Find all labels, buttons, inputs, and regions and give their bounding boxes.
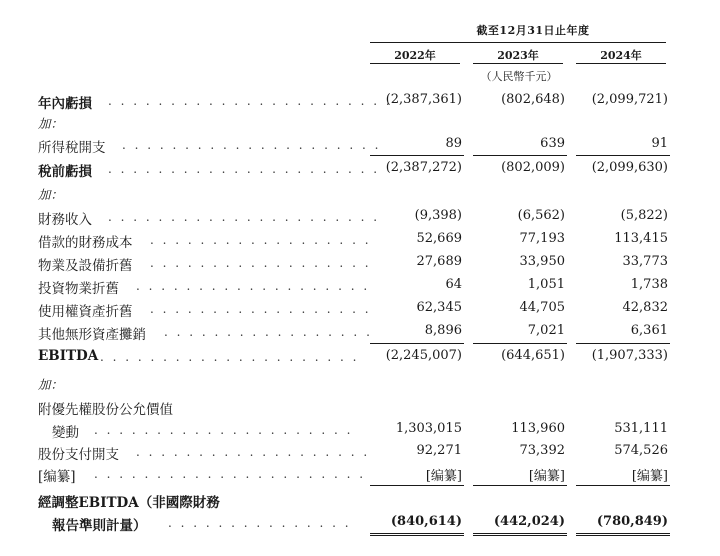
value-2024: 6,361	[630, 323, 668, 338]
leader-dots: . . . . . . . . . . . . . . . . . . .	[136, 445, 370, 459]
year-rule-2023	[473, 63, 563, 64]
value-2024: 531,111	[614, 421, 668, 436]
subtotal-rule	[370, 485, 464, 486]
value-2024: (2,099,721)	[591, 92, 668, 107]
row-label: 年內虧損	[38, 96, 92, 112]
row-label-add: 加：	[38, 377, 64, 392]
leader-dots: . . . . . . . . . . . . . . . . . . . . . . .	[108, 94, 393, 108]
value-2022: 52,669	[416, 231, 462, 246]
leader-dots: . . . . . . . . . . . . . . . . . .	[150, 256, 372, 270]
value-2022: [编纂]	[425, 469, 462, 484]
period-header: 截至12月31日止年度	[476, 24, 590, 37]
leader-dots: . . . . . . . . . . . . . . .	[168, 516, 352, 530]
subtotal-rule	[473, 485, 567, 486]
value-2024: 1,738	[630, 277, 668, 292]
total-double-rule	[370, 533, 464, 536]
row-label: [编纂]	[38, 469, 76, 485]
row-label: 股份支付開支	[38, 447, 119, 463]
value-2023: [编纂]	[528, 469, 565, 484]
value-2023: (802,648)	[501, 92, 565, 107]
year-2024: 2024年	[600, 49, 642, 62]
value-2023: 113,960	[511, 421, 565, 436]
row-label-add: 加：	[38, 187, 64, 202]
value-2022: 27,689	[416, 254, 462, 269]
leader-dots: . . . . . . . . . . . . . . . . . . . . .	[100, 350, 359, 364]
value-2024: 91	[651, 136, 668, 151]
header-rule	[370, 42, 666, 43]
leader-dots: . . . . . . . . . . . . . . . . . . . . .	[94, 423, 353, 437]
value-2023: 7,021	[527, 323, 565, 338]
row-label: 稅前虧損	[38, 164, 92, 180]
value-2024: (5,822)	[620, 208, 668, 223]
row-label-add: 加：	[38, 116, 64, 131]
row-label: 財務收入	[38, 212, 92, 228]
leader-dots: . . . . . . . . . . . . . . . . . . . . .	[122, 138, 381, 152]
row-label: 變動	[52, 425, 79, 441]
value-2023: 73,392	[519, 443, 565, 458]
leader-dots: . . . . . . . . . . . . . . . . . . .	[136, 279, 370, 293]
value-2023: 44,705	[519, 300, 565, 315]
subtotal-rule	[576, 155, 670, 156]
year-2023: 2023年	[497, 49, 539, 62]
year-2022: 2022年	[394, 49, 436, 62]
value-2022: 8,896	[424, 323, 462, 338]
value-2022: (2,245,007)	[385, 348, 462, 363]
row-label: 物業及設備折舊	[38, 258, 133, 274]
value-2022: (9,398)	[414, 208, 462, 223]
row-label: EBITDA	[38, 348, 99, 364]
value-2024: 33,773	[622, 254, 668, 269]
total-double-rule	[576, 533, 670, 536]
leader-dots: . . . . . . . . . . . . . . . . .	[164, 325, 373, 339]
total-double-rule	[473, 533, 567, 536]
value-2024: 42,832	[622, 300, 668, 315]
value-2022: (840,614)	[390, 514, 462, 529]
leader-dots: . . . . . . . . . . . . . . . . . . . . . .	[94, 467, 366, 481]
year-rule-2022	[370, 63, 460, 64]
leader-dots: . . . . . . . . . . . . . . . . . . . . . .	[108, 162, 380, 176]
leader-dots: . . . . . . . . . . . . . . . . . . . . . .	[108, 210, 380, 224]
value-2022: (2,387,272)	[385, 160, 462, 175]
value-2023: (442,024)	[493, 514, 565, 529]
row-label: 其他無形資產攤銷	[38, 327, 146, 343]
row-label: 投資物業折舊	[38, 281, 119, 297]
value-2024: (2,099,630)	[591, 160, 668, 175]
value-2023: (802,009)	[501, 160, 565, 175]
value-2022: 89	[445, 136, 462, 151]
value-2023: 639	[540, 136, 565, 151]
value-2023: 1,051	[527, 277, 565, 292]
value-2022: 1,303,015	[395, 421, 462, 436]
value-2023: 33,950	[519, 254, 565, 269]
value-2024: [编纂]	[631, 469, 668, 484]
value-2024: 113,415	[614, 231, 668, 246]
value-2022: 92,271	[416, 443, 462, 458]
value-2023: 77,193	[519, 231, 565, 246]
row-label: 經調整EBITDA（非國際財務	[38, 495, 220, 511]
value-2024: (1,907,333)	[591, 348, 668, 363]
leader-dots: . . . . . . . . . . . . . . . . . .	[150, 302, 372, 316]
row-label: 附優先權股份公允價值	[38, 402, 173, 418]
unit-label: （人民幣千元）	[480, 70, 558, 83]
row-label: 借款的財務成本	[38, 235, 133, 251]
subtotal-rule	[370, 155, 464, 156]
leader-dots: . . . . . . . . . . . . . . . . . .	[150, 233, 372, 247]
year-rule-2024	[576, 63, 666, 64]
value-2023: (6,562)	[517, 208, 565, 223]
subtotal-rule	[576, 485, 670, 486]
subtotal-rule	[576, 343, 670, 344]
value-2022: 64	[445, 277, 462, 292]
row-label: 報告準則計量）	[52, 518, 147, 534]
row-label: 所得稅開支	[38, 140, 106, 156]
value-2023: (644,651)	[501, 348, 565, 363]
value-2022: (2,387,361)	[385, 92, 462, 107]
value-2024: 574,526	[614, 443, 668, 458]
subtotal-rule	[370, 343, 464, 344]
subtotal-rule	[473, 343, 567, 344]
subtotal-rule	[473, 155, 567, 156]
value-2024: (780,849)	[596, 514, 668, 529]
row-label: 使用權資產折舊	[38, 304, 133, 320]
value-2022: 62,345	[416, 300, 462, 315]
